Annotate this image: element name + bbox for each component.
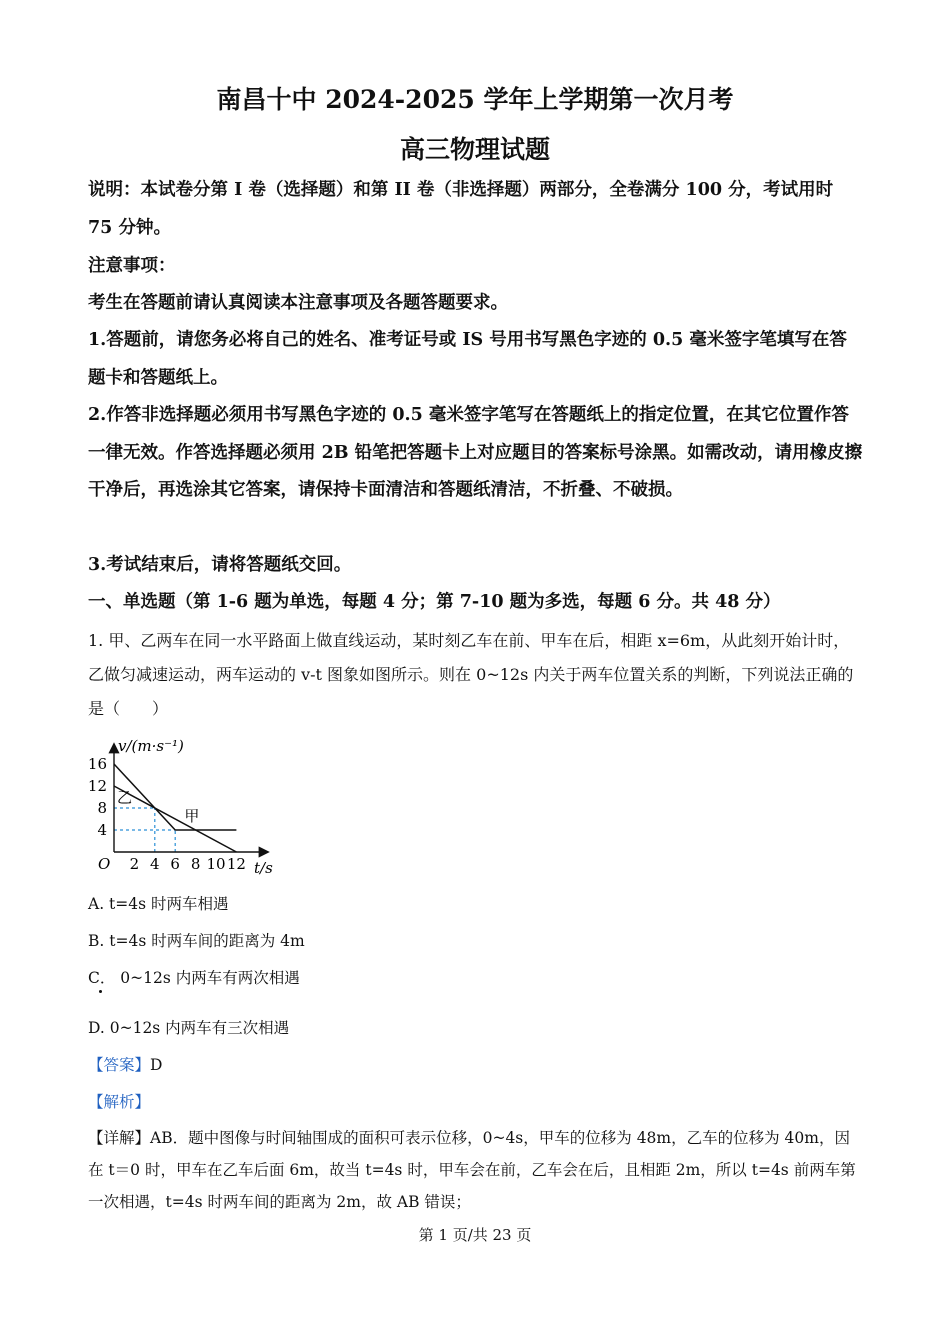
detail-text: AB．题中图像与时间轴围成的面积可表示位移，0~4s，甲车的位移为 48m，乙车的位移为 40m，因在 t＝0 时，甲车在乙车后面 6m，故当 t=4s 时，甲车会在前，乙车会在后，且相距 2m，所以 t=4s 前两车第一次相遇，t=4s 时两车间的距离为 2m，故 AB 错误； xyxy=(88,1129,856,1211)
x-tick-5: 12 xyxy=(226,855,246,873)
x-tick-3: 8 xyxy=(190,855,201,873)
instruction-item-2: 2.作答非选择题必须用书写黑色字迹的 0.5 毫米签字笔写在答题纸上的指定位置，在其它位置作答一律无效。作答选择题必须用 2B 铅笔把答题卡上对应题目的答案标号涂黑。如需改动，请用橡皮擦干净后，再选涂其它答案，请保持卡面清洁和答题纸清洁，不折叠、不破损。 xyxy=(88,405,863,500)
instruction-notice-heading: 注意事项： xyxy=(88,256,176,276)
y-axis-label: v/(m·s⁻¹) xyxy=(118,737,184,755)
x-tick-4: 10 xyxy=(206,855,226,873)
x-tick-0: 2 xyxy=(129,855,140,873)
stray-dot xyxy=(99,990,102,993)
answer-value: D xyxy=(150,1056,163,1074)
answer-line xyxy=(88,1053,162,1075)
option-b: B. t=4s 时两车间的距离为 4m xyxy=(88,932,305,950)
series-line-0 xyxy=(114,764,236,830)
question-1-stem: 1. 甲、乙两车在同一水平路面上做直线运动，某时刻乙车在前、甲车在后，相距 x=6m，从此刻开始计时，乙做匀减速运动，两车运动的 v-t 图象如图所示。则在 0~12s 内关于两车位置关系的判断，下列说法正确的是（ ） xyxy=(88,631,854,718)
series-label-0: 甲 xyxy=(184,807,200,826)
section-heading: 一、单选题（第 1-6 题为单选，每题 4 分；第 7-10 题为多选，每题 6 分。共 48 分） xyxy=(88,592,781,612)
option-a: A. t=4s 时两车相遇 xyxy=(88,895,229,913)
instruction-item-3: 3.考试结束后，请将答题纸交回。 xyxy=(88,555,352,575)
instruction-read-carefully: 考生在答题前请认真阅读本注意事项及各题答题要求。 xyxy=(88,293,508,313)
x-axis-label: t/s xyxy=(254,859,273,877)
option-d: D. 0~12s 内两车有三次相遇 xyxy=(88,1019,290,1037)
instruction-explanation: 说明：本试卷分第 I 卷（选择题）和第 II 卷（非选择题）两部分，全卷满分 100 分，考试用时 75 分钟。 xyxy=(88,180,834,238)
y-tick-3: 16 xyxy=(87,755,107,773)
answer-label: 【答案】 xyxy=(88,1056,151,1074)
page-footer: 第 1 页/共 23 页 xyxy=(418,1226,532,1244)
exam-subtitle: 高三物理试题 xyxy=(399,135,550,164)
y-tick-0: 4 xyxy=(97,821,107,839)
x-tick-2: 6 xyxy=(170,855,180,873)
detail-label: 【详解】 xyxy=(88,1129,151,1147)
instruction-item-1: 1.答题前，请您务必将自己的姓名、准考证号或 IS 号用书写黑色字迹的 0.5 毫米签字笔填写在答题卡和答题纸上。 xyxy=(88,330,847,388)
series-line-1 xyxy=(114,786,236,852)
vt-graph xyxy=(84,735,284,880)
detail-paragraph xyxy=(88,1122,863,1218)
y-tick-1: 8 xyxy=(97,799,107,817)
y-tick-2: 12 xyxy=(87,777,107,795)
option-c: C． 0~12s 内两车有两次相遇 xyxy=(88,969,300,987)
exam-title: 南昌十中 2024-2025 学年上学期第一次月考 xyxy=(216,85,734,114)
analysis-label: 【解析】 xyxy=(88,1093,151,1111)
origin-label: O xyxy=(98,855,111,873)
x-tick-1: 4 xyxy=(150,855,160,873)
series-label-1: 乙 xyxy=(117,788,133,807)
